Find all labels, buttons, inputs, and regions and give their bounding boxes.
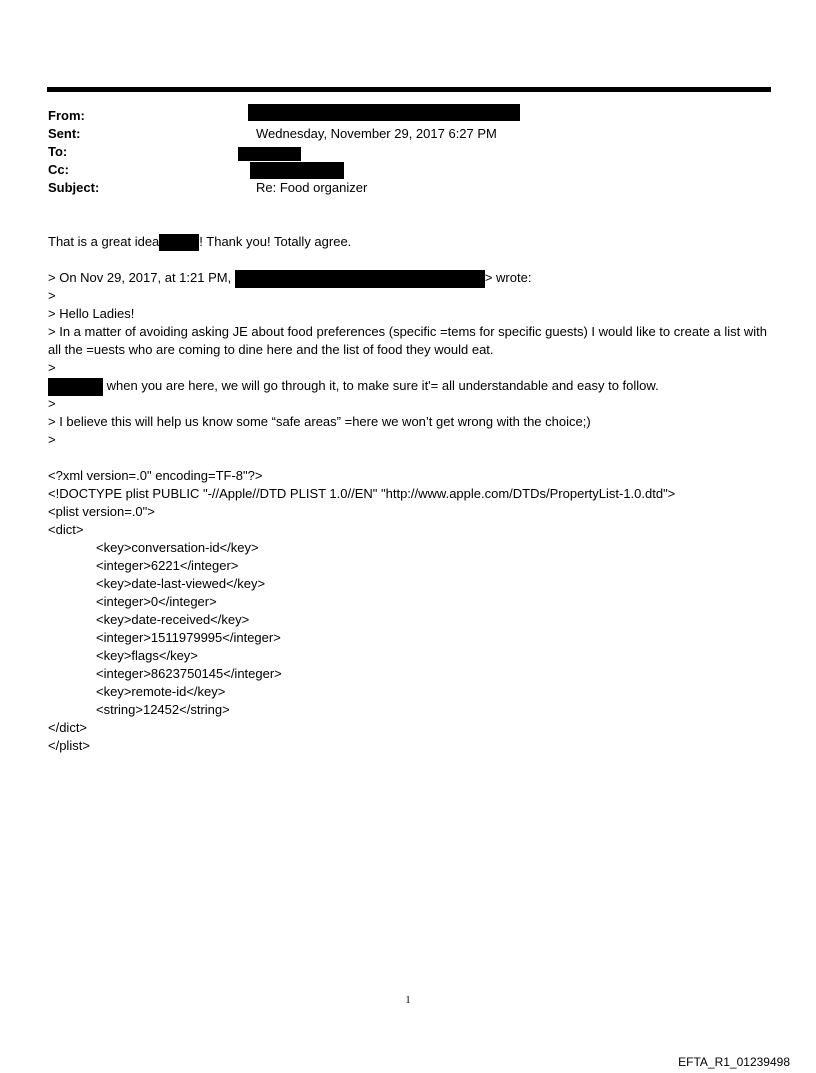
quote-line: > — [48, 360, 56, 375]
to-label: To: — [48, 144, 68, 159]
to-row — [48, 143, 768, 161]
quote-header-start: > On Nov 29, 2017, at 1:21 PM, — [48, 270, 232, 285]
sent-value: Wednesday, November 29, 2017 6:27 PM — [256, 126, 497, 141]
quote-line: > Hello Ladies! — [48, 306, 135, 321]
sent-label: Sent: — [48, 126, 81, 141]
sender-redaction — [235, 270, 485, 288]
subject-row — [48, 179, 768, 197]
quote-line: > — [48, 396, 56, 411]
subject-label: Subject: — [48, 180, 100, 195]
sent-row — [48, 125, 768, 143]
name-redaction — [159, 234, 199, 251]
quote-line: > — [48, 288, 56, 303]
xml-indented-line: <key>flags</key> — [96, 648, 198, 663]
xml-indented-line: <integer>6221</integer> — [96, 558, 239, 573]
subject-value: Re: Food organizer — [256, 180, 368, 195]
cc-label: Cc: — [48, 162, 69, 177]
quote-paragraph: > In a matter of avoiding asking JE about food preferences (specific =tems for specific guests) I would like to create a list with all the =uests who are coming to dine here and the list of food they would eat. — [48, 324, 767, 357]
reply-text-start: That is a great idea — [48, 234, 160, 249]
xml-indented-line: <string>12452</string> — [96, 702, 230, 717]
xml-line: <dict> — [48, 522, 84, 537]
xml-indented-line: <key>date-last-viewed</key> — [96, 576, 266, 591]
reply-text-end: ! Thank you! Totally agree. — [199, 234, 352, 249]
quote-line: > I believe this will help us know some “safe areas” =here we won’t get wrong with the choice;) — [48, 414, 591, 429]
header-rule — [47, 87, 771, 92]
reply-line — [48, 233, 768, 251]
from-redaction — [248, 104, 520, 121]
cc-row — [48, 161, 768, 179]
quote-line: > — [48, 432, 56, 447]
quote-text: when you are here, we will go through it, to make sure it'= all understandable and easy to follow. — [106, 378, 659, 393]
xml-indented-line: <key>conversation-id</key> — [96, 540, 259, 555]
xml-indented-line: <integer>0</integer> — [96, 594, 217, 609]
from-label: From: — [48, 108, 85, 123]
xml-line: </plist> — [48, 738, 90, 753]
xml-indented-line: <key>remote-id</key> — [96, 684, 226, 699]
xml-indented-line: <integer>1511979995</integer> — [96, 630, 281, 645]
xml-line: </dict> — [48, 720, 88, 735]
to-redaction — [238, 147, 301, 161]
xml-line: <plist version=.0"> — [48, 504, 155, 519]
addressee-redaction — [48, 378, 103, 396]
cc-redaction — [250, 162, 344, 179]
xml-line: <?xml version=.0" encoding=TF-8"?> — [48, 468, 263, 483]
xml-indented-line: <key>date-received</key> — [96, 612, 250, 627]
document-id: EFTA_R1_01239498 — [678, 1055, 790, 1069]
xml-indented-line: <integer>8623750145</integer> — [96, 666, 282, 681]
quote-header-end: > wrote: — [484, 270, 532, 285]
page-number: 1 — [405, 994, 411, 1006]
from-row — [48, 107, 768, 125]
xml-line: <!DOCTYPE plist PUBLIC "-//Apple//DTD PLIST 1.0//EN" "http://www.apple.com/DTDs/PropertyList-1.0.dtd"> — [48, 486, 676, 501]
quote-header-line — [48, 269, 768, 288]
quote-line-redacted — [48, 377, 768, 396]
